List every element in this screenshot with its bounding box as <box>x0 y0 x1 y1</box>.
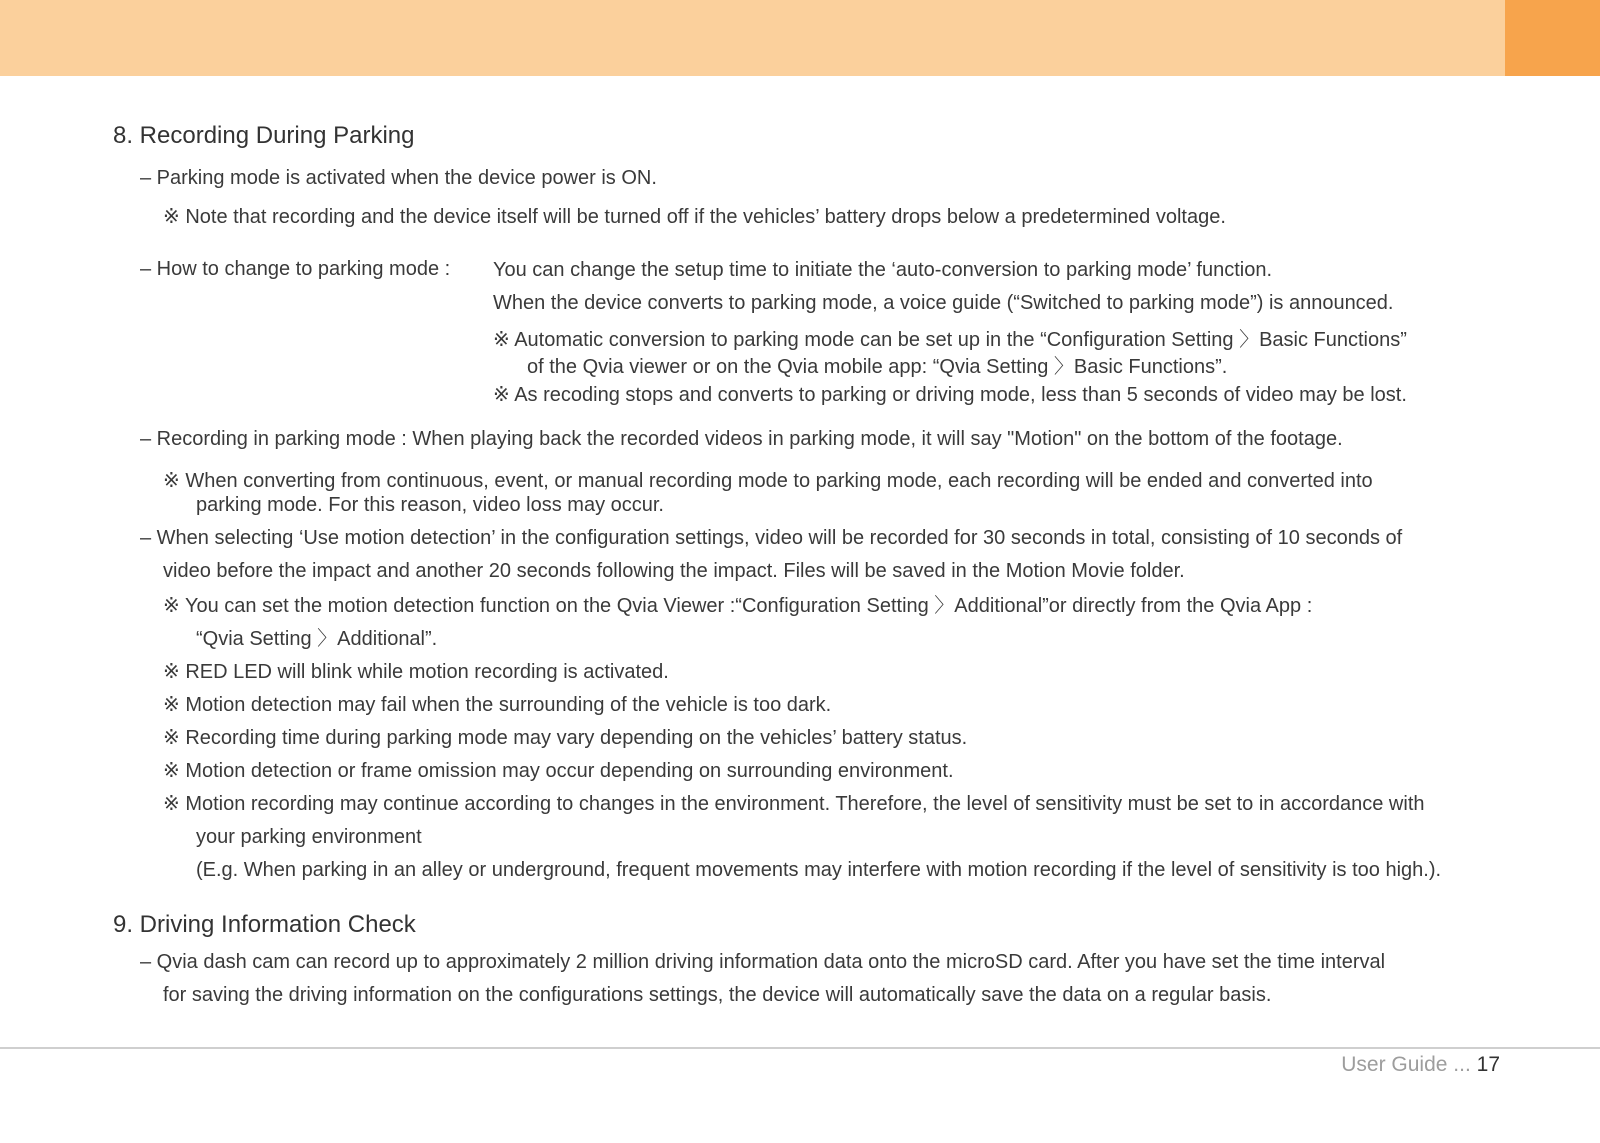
motion-note-6c: (E.g. When parking in an alley or underground, frequent movements may interfere with motion recording if the level of sensitivity is too high.). <box>196 859 1442 881</box>
change-mode-note-1a: ※ Automatic conversion to parking mode can be set up in the “Configuration Setting 〉Basic Functions” <box>493 329 1407 351</box>
note-battery-voltage: ※ Note that recording and the device itself will be turned off if the vehicles’ battery drops below a predetermined voltage. <box>163 206 1226 228</box>
page-number: 17 <box>1476 1053 1500 1076</box>
section-9-title: 9. Driving Information Check <box>113 911 416 938</box>
motion-note-3: ※ Motion detection may fail when the surrounding of the vehicle is too dark. <box>163 694 832 716</box>
change-mode-line-2: When the device converts to parking mode, a voice guide (“Switched to parking mode”) is announced. <box>493 292 1394 314</box>
change-mode-label: – How to change to parking mode : <box>140 258 451 280</box>
driving-info-line-a: – Qvia dash cam can record up to approximately 2 million driving information data onto the microSD card. After you have set the time interval <box>140 951 1386 973</box>
header-tab <box>1505 0 1600 76</box>
motion-note-1a: ※ You can set the motion detection function on the Qvia Viewer :“Configuration Setting 〉Additional”or directly from the Qvia App : <box>163 595 1313 617</box>
motion-note-6b: your parking environment <box>196 826 422 848</box>
footer-label: User Guide ... <box>1341 1053 1471 1076</box>
recording-parking-line: – Recording in parking mode : When playing back the recorded videos in parking mode, it will say "Motion" on the bottom of the footage. <box>140 428 1343 450</box>
bullet-parking-activated: – Parking mode is activated when the device power is ON. <box>140 167 657 189</box>
motion-line-a: – When selecting ‘Use motion detection’ in the configuration settings, video will be recorded for 30 seconds in total, consisting of 10 seconds of <box>140 527 1403 549</box>
change-mode-note-1b: of the Qvia viewer or on the Qvia mobile app: “Qvia Setting 〉Basic Functions”. <box>527 356 1228 378</box>
driving-info-line-b: for saving the driving information on the configurations settings, the device will automatically save the data on a regular basis. <box>163 984 1272 1006</box>
motion-note-5: ※ Motion detection or frame omission may occur depending on surrounding environment. <box>163 760 954 782</box>
section-8-title: 8. Recording During Parking <box>113 122 415 149</box>
motion-note-2: ※ RED LED will blink while motion recording is activated. <box>163 661 669 683</box>
recording-note-b: parking mode. For this reason, video loss may occur. <box>196 494 664 516</box>
page-footer <box>1341 1053 1500 1077</box>
change-mode-note-2: ※ As recoding stops and converts to parking or driving mode, less than 5 seconds of video may be lost. <box>493 384 1407 406</box>
recording-note-a: ※ When converting from continuous, event, or manual recording mode to parking mode, each recording will be ended and converted into <box>163 470 1373 492</box>
footer-divider <box>0 1047 1600 1049</box>
motion-note-4: ※ Recording time during parking mode may vary depending on the vehicles’ battery status. <box>163 727 968 749</box>
motion-line-b: video before the impact and another 20 seconds following the impact. Files will be saved in the Motion Movie folder. <box>163 560 1185 582</box>
header-bar <box>0 0 1505 76</box>
motion-note-6a: ※ Motion recording may continue according to changes in the environment. Therefore, the level of sensitivity must be set to in accordance with <box>163 793 1425 815</box>
change-mode-line-1: You can change the setup time to initiate the ‘auto-conversion to parking mode’ function. <box>493 259 1273 281</box>
motion-note-1b: “Qvia Setting 〉Additional”. <box>196 628 438 650</box>
